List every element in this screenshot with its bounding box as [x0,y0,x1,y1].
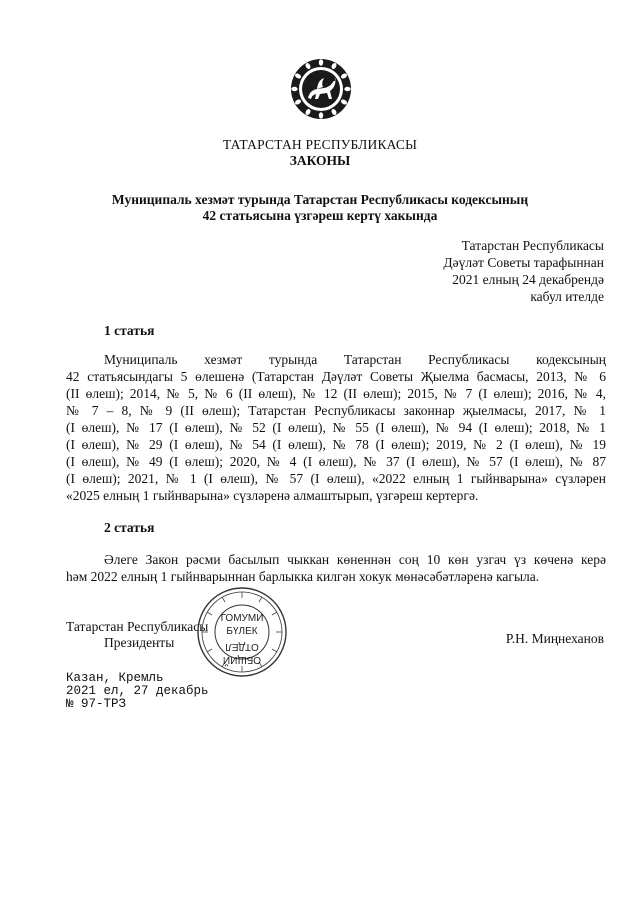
adoption-line-4: кабул ителде [530,289,604,304]
stamp-text-line-2: БҮЛЕК [226,626,258,637]
article-1-line: «2025 елның 1 гыйнварына» сүзләренә алмаштырып, үзгәреш кертергә. [66,488,479,503]
article-1-heading: 1 статья [104,323,155,338]
stamp-text-line-1: ГОМУМИ [220,613,264,624]
article-1-line: (I өлеш), № 17 (I өлеш), № 52 (I өлеш), № 55 (I өлеш), № 94 (I өлеш); 2018, № 1 [66,420,606,435]
coat-of-arms-icon [290,58,352,120]
article-1-line: 42 статьясындагы 5 өлешенә (Татарстан Дәүләт Советы Җыелма басмасы, 2013, № 6 [66,369,606,384]
article-1-line: (I өлеш), № 29 (I өлеш), № 54 (I өлеш), № 78 (I өлеш); 2019, № 2 (I өлеш), № 19 [66,437,606,452]
signatory-title-line-1: Татарстан Республикасы [66,619,209,634]
place-line: Казан, Кремль [66,671,164,685]
article-1-line: Муниципаль хезмәт турында Татарстан Республикасы кодексының [104,352,606,367]
article-1-line: № 7 – 8, № 9 (II өлеш); Татарстан Республикасы законнар җыелмасы, 2017, № 1 [66,403,606,418]
article-2-line: Әлеге Закон рәсми басылып чыккан көненнән соң 10 көн узгач үз көченә керә [104,552,606,567]
adoption-line-1: Татарстан Республикасы [461,238,604,253]
stamp-text-line-4: ОБЩИЙ [222,654,262,665]
signatory-title-line-2: Президенты [104,635,175,650]
signatory-name: Р.Н. Миңнеханов [505,631,604,646]
adoption-line-2: Дәүләт Советы тарафыннан [443,255,604,270]
article-1-line: (I өлеш); 2021, № 1 (I өлеш), № 57 (I өлеш), «2022 елның 1 гыйнварына» сүзләрен [66,471,606,486]
article-1-line: (II өлеш); 2014, № 5, № 6 (II өлеш), № 12 (II өлеш); 2015, № 7 (I өлеш); 2016, № 4, [66,386,606,401]
law-title-line-2: 42 статьясына үзгәреш кертү хакында [202,208,438,223]
stamp-text-line-3: ОТДЕЛ [225,641,259,652]
republic-name: ТАТАРСТАН РЕСПУБЛИКАСЫ [222,137,418,152]
law-title-line-1: Муниципаль хезмәт турында Татарстан Республикасы кодексының [111,192,529,207]
article-2-heading: 2 статья [104,520,155,535]
article-2-line: һәм 2022 елның 1 гыйнварыннан барлыкка килгән хокук мөнәсәбәтләренә кагыла. [66,569,540,584]
document-type: ЗАКОНЫ [289,153,351,168]
law-number: № 97-ТРЗ [66,697,127,711]
article-1-line: (I өлеш), № 49 (I өлеш); 2020, № 4 (I өлеш), № 37 (I өлеш), № 57 (I өлеш), № 87 [66,454,606,469]
date-line: 2021 ел, 27 декабрь [66,684,209,698]
adoption-line-3: 2021 елның 24 декабрендә [452,272,604,287]
